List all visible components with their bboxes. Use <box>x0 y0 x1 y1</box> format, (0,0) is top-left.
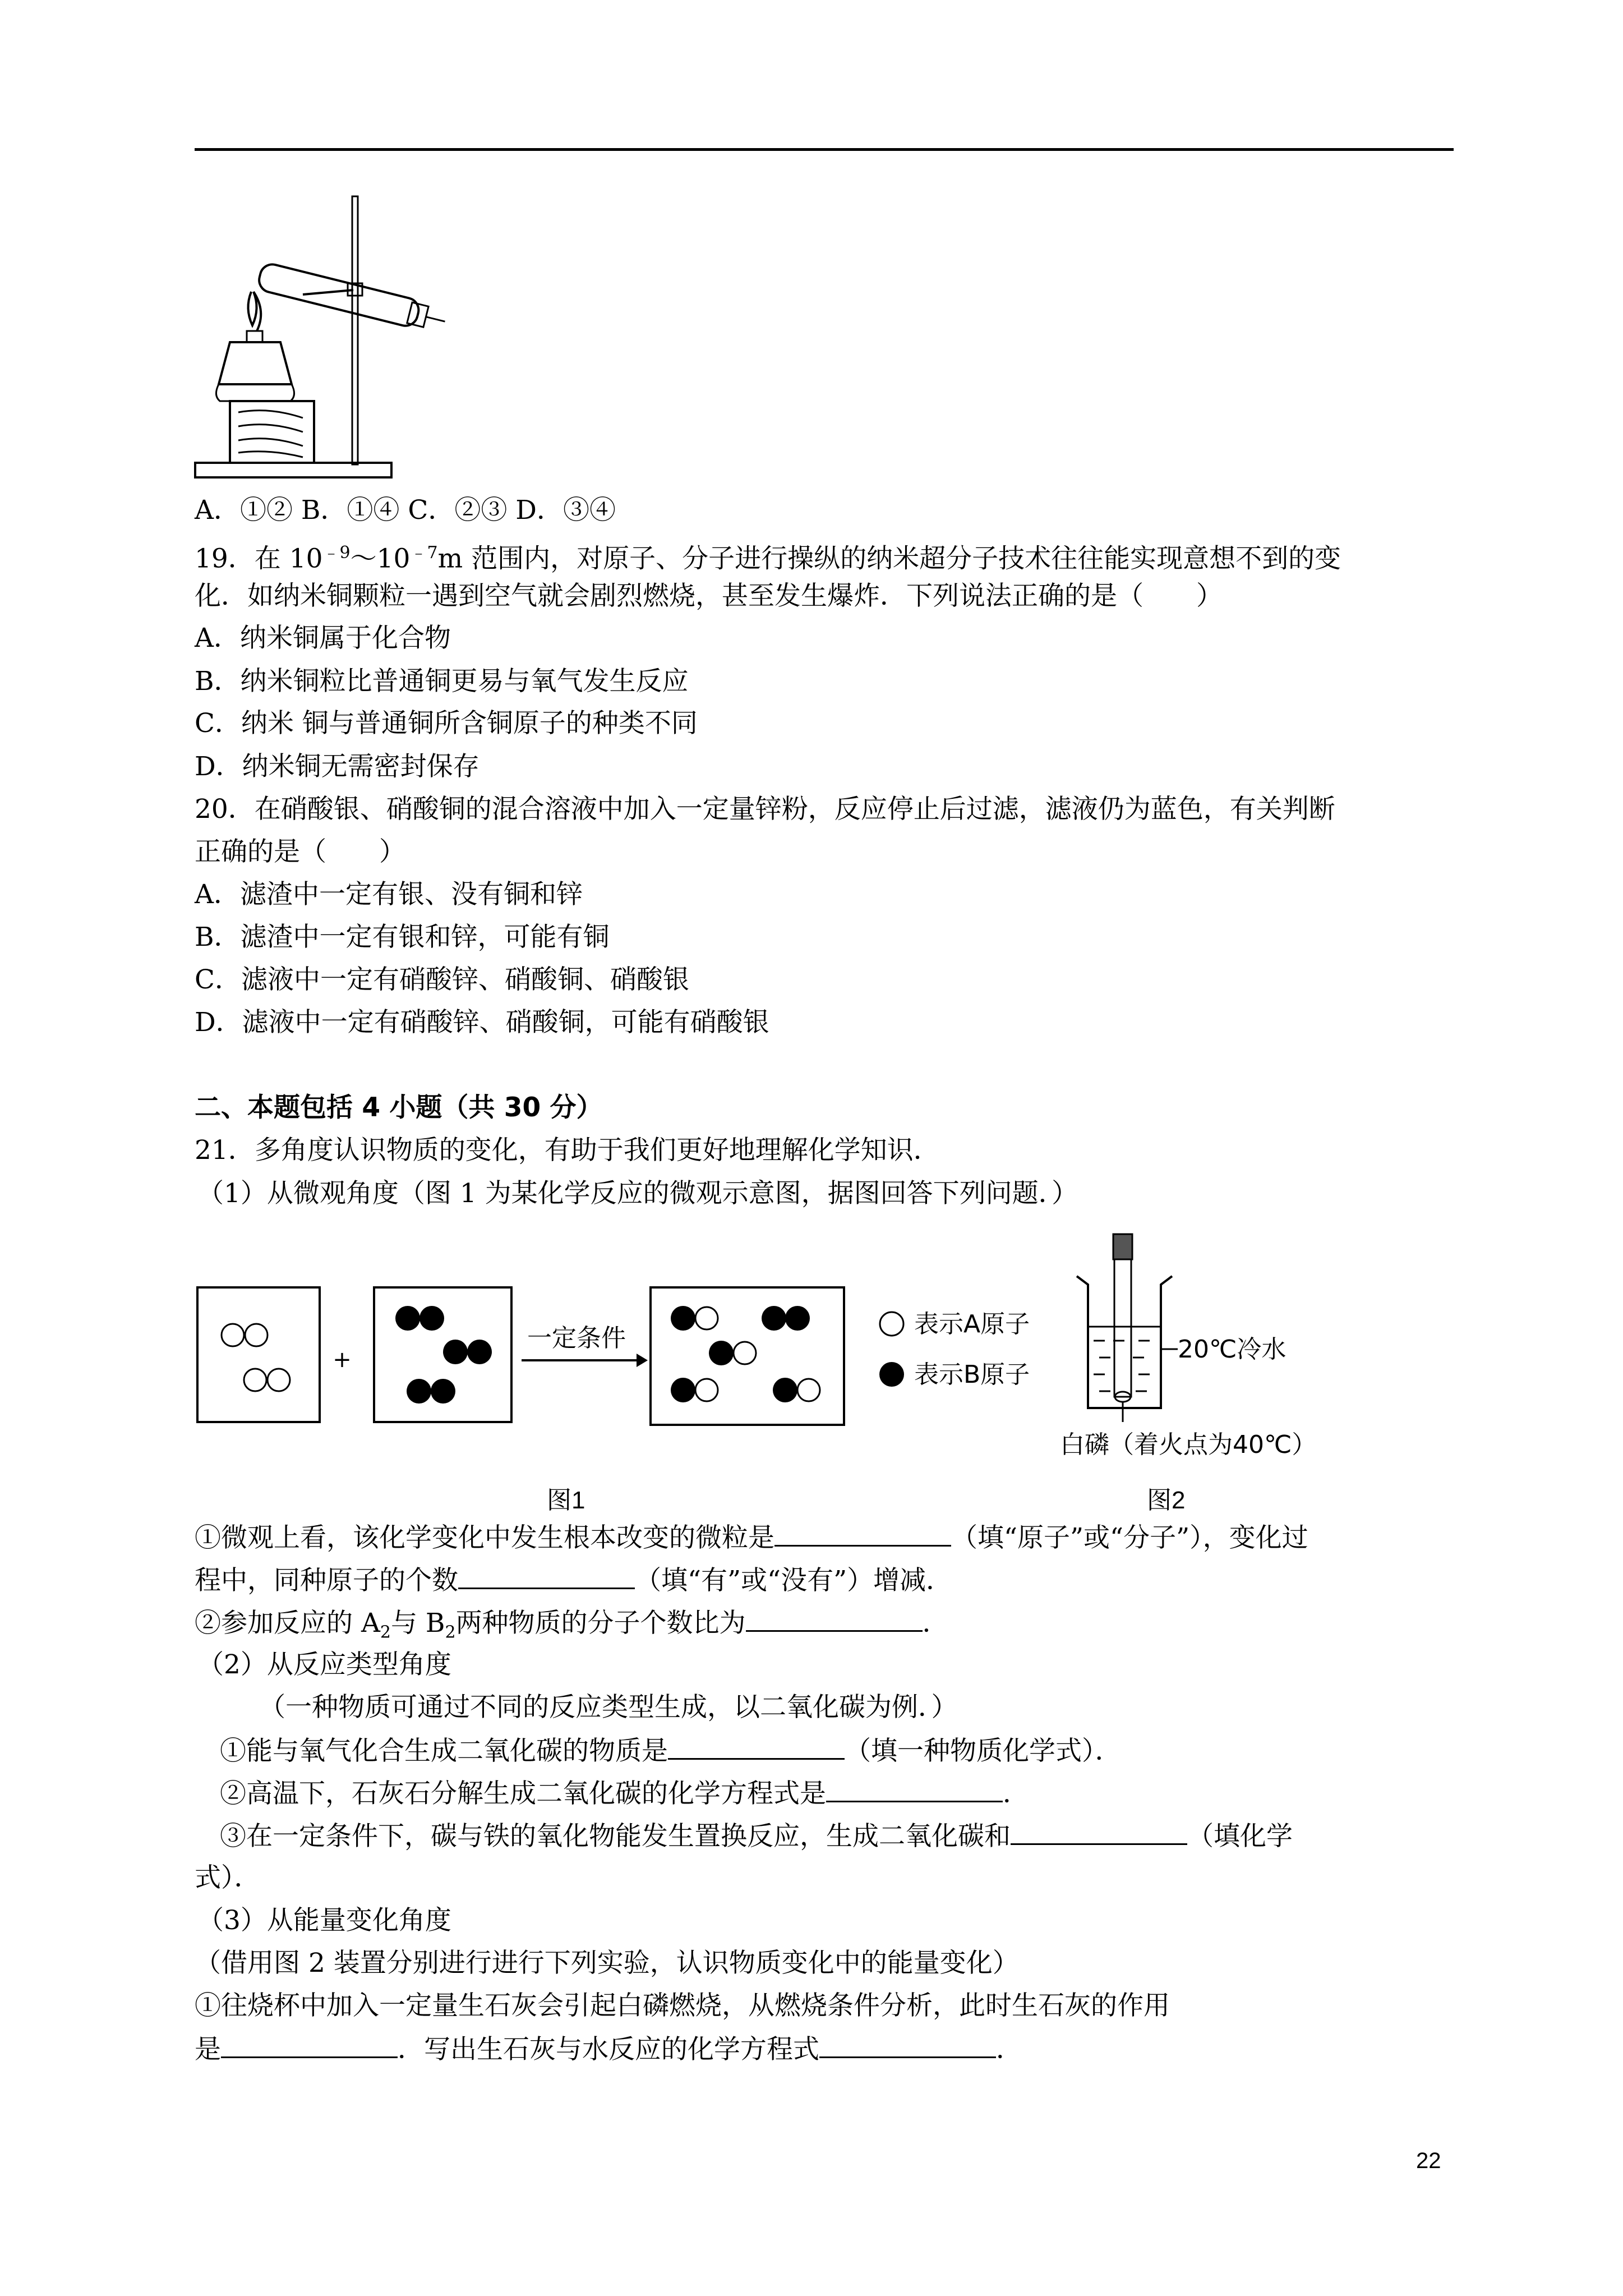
q21-part1-heading: （1）从微观角度（图 1 为某化学反应的微观示意图，据图回答下列问题．） <box>197 1178 1078 1209</box>
q21-part3-heading: （3）从能量变化角度 <box>197 1905 451 1936</box>
q20-option-d: D．滤液中一定有硝酸锌、硝酸铜，可能有硝酸银 <box>195 1007 769 1038</box>
q21-part2-item2: ②高温下，石灰石分解生成二氧化碳的化学方程式是 ． <box>220 1776 1029 1811</box>
q21-part2-item3-line2: 式）． <box>195 1862 261 1893</box>
q20-stem-line2: 正确的是（ ） <box>195 836 405 867</box>
q21-stem: 21．多角度认识物质的变化，有助于我们更好地理解化学知识． <box>195 1135 940 1166</box>
answer-blank-particle[interactable] <box>774 1520 951 1547</box>
q20-stem-line1: 20．在硝酸银、硝酸铜的混合溶液中加入一定量锌粉，反应停止后过滤，滤液仍为蓝色，有关判断 <box>195 794 1335 825</box>
section-2-heading: 二、本题包括 4 小题（共 30 分） <box>195 1092 603 1123</box>
answer-blank-substance[interactable] <box>668 1733 845 1760</box>
q20-option-b: B．滤渣中一定有银和锌，可能有铜 <box>195 922 610 953</box>
q21-part1-line3: ②参加反应的 $A_2$与 $B_2$两种物质的分子个数比为 ． <box>195 1605 949 1649</box>
q19-option-a: A．纳米铜属于化合物 <box>195 623 451 654</box>
q21-part3-item1-line2: 是 ．写出生石灰与水反应的化学方程式 ． <box>195 2032 1022 2067</box>
q20-option-a: A．滤渣中一定有银、没有铜和锌 <box>195 879 583 910</box>
header-rule <box>195 148 1454 151</box>
figure-2-beaker-apparatus <box>1060 1228 1363 1475</box>
q21-part2-note: （一种物质可通过不同的反应类型生成，以二氧化碳为例．） <box>259 1692 958 1723</box>
heating-apparatus-figure <box>191 194 460 491</box>
legend-a-atom: 表示A原子 <box>914 1310 1030 1338</box>
plus-sign: + <box>333 1347 352 1373</box>
q19-option-d: D．纳米铜无需密封保存 <box>195 751 479 782</box>
q19-option-b: B．纳米铜粒比普通铜更易与氧气发生反应 <box>195 666 689 697</box>
q19-stem-line1: 19．在 $10^{﹣9}\sim 10^{﹣7}m$ 范围内，对原子、分子进行操纵的纳米超分子技术往往能实现意想不到的变 <box>195 543 1341 574</box>
arrow-condition-label: 一定条件 <box>527 1324 626 1352</box>
q21-part1-line2: 程中，同种原子的个数 （填“有”或“没有”）增减． <box>195 1563 952 1598</box>
figure-1-reaction-diagram <box>191 1234 1060 1436</box>
q21-part3-note: （借用图 2 装置分别进行进行下列实验，认识物质变化中的能量变化） <box>195 1948 1019 1978</box>
legend-b-atom: 表示B原子 <box>914 1360 1030 1389</box>
answer-blank-ratio[interactable] <box>746 1605 923 1632</box>
answer-blank-quicklime-equation[interactable] <box>819 2032 996 2058</box>
q18-options: A．①② B．①④ C．②③ D．③④ <box>195 495 616 526</box>
answer-blank-atom-count[interactable] <box>458 1563 635 1589</box>
figure-2-caption: 图2 <box>1147 1487 1186 1514</box>
answer-blank-quicklime-role[interactable] <box>221 2032 398 2058</box>
answer-blank-limestone-equation[interactable] <box>826 1776 1003 1802</box>
q19-option-c: C．纳米 铜与普通铜所含铜原子的种类不同 <box>195 708 698 739</box>
q21-part1-line1: ①微观上看，该化学变化中发生根本改变的微粒是 （填“原子”或“分子”），变化过 <box>195 1520 1308 1555</box>
answer-blank-formula[interactable] <box>1011 1819 1187 1845</box>
white-phosphorus-label: 白磷（着火点为40℃） <box>1060 1430 1317 1459</box>
q21-part3-item1: ①往烧杯中加入一定量生石灰会引起白磷燃烧，从燃烧条件分析，此时生石灰的作用 <box>195 1990 1170 2021</box>
q21-part2-item3: ③在一定条件下，碳与铁的氧化物能发生置换反应，生成二氧化碳和 （填化学 <box>220 1819 1293 1853</box>
q21-part2-item1: ①能与氧气化合生成二氧化碳的物质是 （填一种物质化学式）． <box>220 1733 1122 1768</box>
q19-stem-line2: 化．如纳米铜颗粒一遇到空气就会剧烈燃烧，甚至发生爆炸．下列说法正确的是（ ） <box>195 581 1223 611</box>
q21-part2-heading: （2）从反应类型角度 <box>197 1649 451 1680</box>
cold-water-label: 20℃冷水 <box>1178 1335 1287 1364</box>
q20-option-c: C．滤液中一定有硝酸锌、硝酸铜、硝酸银 <box>195 964 689 995</box>
page-number: 22 <box>1416 2148 1441 2173</box>
figure-1-caption: 图1 <box>547 1487 585 1514</box>
